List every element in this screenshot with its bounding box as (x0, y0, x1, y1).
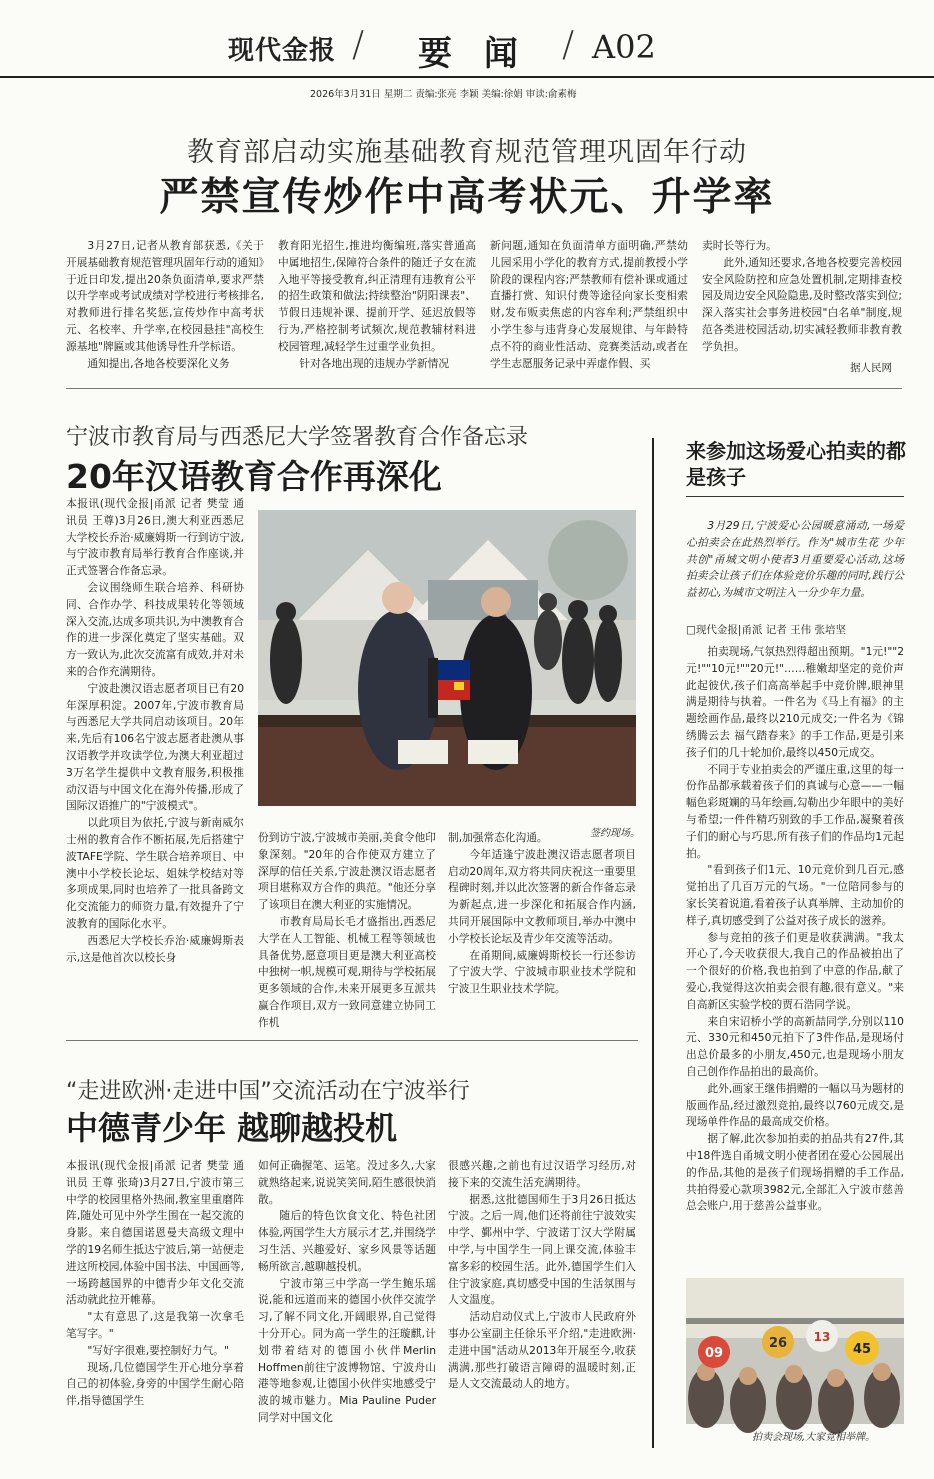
article1-headline: 严禁宣传炒作中高考状元、升学率 (159, 175, 775, 220)
article3-paragraph: "太有意思了,这是我第一次拿毛笔写字。" (66, 1310, 244, 1340)
article1-paragraph: 针对各地出现的违规办学新情况 (299, 356, 450, 370)
article3-kicker: “走进欧洲·走进中国”交流活动在宁波举行 (66, 1079, 470, 1104)
bid-paddle-number: 09 (704, 1346, 724, 1361)
article1-paragraph: 新问题,通知在负面清单方面明确,严禁幼儿园采用小学化的教育方式,提前教授小学阶段的课程内容;严禁教师有偿补课或通过直播打赏、知识付费等途径向家长变相索财,发布贩卖焦虑的内容牟利;严禁组织中小学生参与违背身心发展规律、与年龄特点不符的商业性活动、竞赛类活动,或者在学生志愿服务记录中弄虚作假、买 (490, 239, 688, 370)
auction-photo-illustration (686, 1278, 904, 1424)
article2-column-2 (258, 830, 436, 1029)
article3-paragraph: 本报讯(现代金报|甬派 记者 樊莹 通讯员 王尊 张琦)3月27日,宁波市第三中学的校园里格外热闹,教室里重磨阵阵,随处可见中外学生围在一起交流的身影。来自德国诺恩曼夫高级文理中学的19名师生抵达宁波后,第一站便走进这所校园,体验中国书法、中国画等,一场跨越国界的中德青少年文化交流活动就此拉开帷幕。 (66, 1159, 244, 1307)
sidebar-paragraph: 参与竞拍的孩子们更是收获满满。"我太开心了,今天收获很大,我自己的作品被拍出了一个很好的价格,我也拍到了中意的作品,献了爱心,我觉得这次拍卖会很有趣,很有意义。"来自高新区实验学校的贾石浩同学说。 (686, 930, 904, 1011)
auction-photo (686, 1278, 904, 1424)
section-divider (66, 1040, 638, 1041)
article1-paragraph: 教育阳光招生,推进均衡编班,落实普通高中属地招生,保障符合条件的随迁子女在流入地平等接受教育,纠正清理有违教育公平的招生政策和做法;持续整治"阴阳课表"、节假日违规补课、提前开学、延迟放假等行为,严格控制考试频次,规范教辅材料进校园管理,减轻学生过重学业负担。 (278, 239, 476, 353)
article2-column-1 (66, 496, 244, 1008)
article1-paragraph: 此外,通知还要求,各地各校要完善校园安全风险防控和应急处置机制,定期排查校园及周边安全风险隐患,及时整改落实到位;深入落实社会事务进校园"白名单"制度,规范各类进校园活动,切实减轻教师非教育教学负担。 (702, 255, 902, 353)
page-number: A02 (592, 28, 656, 66)
signing-photo-illustration (258, 510, 636, 806)
sidebar-paragraph: 此外,画家王继伟捐赠的一幅以马为题材的版画作品,经过激烈竞拍,最终以760元成交,是现场单件作品的最高成交价格。 (686, 1081, 904, 1129)
article2-paragraph: 本报讯(现代金报|甬派 记者 樊莹 通讯员 王尊)3月26日,澳大利亚西悉尼大学校长乔治·威廉姆斯一行到访宁波,与宁波市教育局举行教育合作座谈,并正式签署合作备忘录。 (66, 497, 244, 578)
section-divider (66, 388, 902, 389)
auction-photo-caption: 拍卖会现场,大家竞相举牌。 (752, 1432, 876, 1443)
sidebar-paragraph: "看到孩子们1元、10元竞价到几百元,感觉拍出了几百万元的气场。"一位陪同参与的家长笑着说道,看着孩子认真举牌、主动加价的样子,真切感受到了公益对孩子成长的滋养。 (686, 863, 904, 927)
bid-paddle-number: 26 (768, 1336, 788, 1351)
article1-column-3 (490, 238, 688, 378)
sidebar-byline: □现代金报|甬派 记者 王伟 张培坚 (686, 624, 846, 636)
article1-column-1 (66, 238, 264, 378)
article3-paragraph: 宁波市第三中学高一学生鲍乐瑶说,能和远道而来的德国小伙伴交流学习,了解不同文化,开阔眼界,自己觉得十分开心。同为高一学生的汪璇麒,计划带着结对的德国小伙伴Merlin Hoffmen前往宁波博物馆、宁波舟山港等地参观,让德国小伙伴实地感受宁波的城市魅力。Mia Pauline Puder同学对中国文化 (258, 1276, 436, 1424)
article3-headline: 中德青少年 越聊越投机 (66, 1109, 398, 1147)
sidebar-paragraph: 据了解,此次参加拍卖的拍品共有27件,其中18件选自甬城文明小使者团在爱心公园展出的作品,其他的是孩子们现场捐赠的手工作品,共拍得爱心款项3982元,全部汇入宁波市慈善总会账户,用于慈善公益事业。 (686, 1132, 904, 1213)
article3-column-3 (448, 1158, 636, 1448)
masthead-divider: / (352, 24, 365, 65)
article2-column-3 (448, 830, 636, 1010)
article2-kicker: 宁波市教育局与西悉尼大学签署教育合作备忘录 (66, 425, 529, 450)
signing-photo (258, 510, 636, 806)
sidebar-paragraph: 拍卖现场,气氛热烈得超出预期。"1元!""2元!""10元!""20元!"……稚嫩却坚定的竞价声此起彼伏,孩子们高高举起手中竞价牌,眼神里满是期待与执着。一件名为《马上有福》的主题绘画作品,最终以210元成交;一件名为《锦绣腾云去 福气踏春来》的手工作品,更是引来孩子们的几十轮加价,最终以450元成交。 (686, 645, 904, 759)
article1-column-4 (702, 238, 902, 358)
article3-paragraph: 现场,几位德国学生开心地分享着自己的初体验,身旁的中国学生耐心陪伴,指导德国学生 (66, 1360, 244, 1408)
issue-meta: 2026年3月31日 星期二 责编:张亮 李颖 美编:徐娟 审读:俞素梅 (310, 89, 577, 100)
article2-paragraph: 份到访宁波,宁波城市美丽,美食令他印象深刻。"20年的合作使双方建立了深厚的信任关系,宁波赴澳汉语志愿者项目堪称双方合作的典范。"他还分享了该项目在澳大利亚的实施情况。 (258, 831, 436, 912)
bid-paddle-number: 13 (813, 1330, 831, 1344)
article2-paragraph: 在甬期间,威廉姆斯校长一行还参访了宁波大学、宁波城市职业技术学院和宁波卫生职业技术学院。 (448, 948, 636, 996)
sidebar-rule (652, 438, 654, 1448)
article2-paragraph: 市教育局局长毛才盛指出,西悉尼大学在人工智能、机械工程等领域也具备优势,愿意项目更是澳大利亚高校中独树一帜,规模可观,期待与学校拓展更多领域的合作,未来开展更多互派共赢合作项目,双方一致同意建立协同工作机 (258, 914, 436, 1029)
article2-paragraph: 宁波赴澳汉语志愿者项目已有20年深厚积淀。2007年,宁波市教育局与西悉尼大学共同启动该项目。20年来,先后有106名宁波志愿者赴澳从事汉语教学并攻读学位,为澳大利亚超过3万名学生提供中文教育服务,积极推动汉语与中国文化在海外传播,形成了国际汉语推广的"宁波模式"。 (66, 681, 244, 813)
signing-photo-caption: 签约现场。 (590, 828, 640, 839)
article3-paragraph: 很感兴趣,之前也有过汉语学习经历,对接下来的交流生活充满期待。 (448, 1159, 636, 1189)
sidebar-headline: 来参加这场爱心拍卖的都是孩子 (686, 439, 906, 489)
article2-paragraph: 西悉尼大学校长乔治·威廉姆斯表示,这是他首次以校长身 (66, 933, 244, 964)
article1-paragraph: 3月27日,记者从教育部获悉,《关于开展基础教育规范管理巩固年行动的通知》于近日印发,提出20条负面清单,要求严禁以升学率或考试成绩对学校进行考核排名,对教师进行排名奖惩,宣传炒作中高考状元、名校率、升学率,在校园悬挂"高校生源基地"牌匾或其他诱导性升学标语。 (66, 239, 264, 353)
article1-kicker: 教育部启动实施基础教育规范管理巩固年行动 (187, 137, 747, 168)
sidebar-paragraph: 不同于专业拍卖会的严谨庄重,这里的每一份作品都承载着孩子们的真诚与心意——一幅幅色彩斑斓的马年绘画,勾勒出少年眼中的美好与希望;一件件精巧别致的手工作品,凝聚着孩子们的耐心与巧思,所有孩子们的作品均1元起拍。 (686, 762, 904, 860)
article2-paragraph: 会议围绕师生联合培养、科研协同、合作办学、科技成果转化等领域深入交流,达成多项共识,为中澳教育合作的进一步深化奠定了坚实基础。双方一致认为,此次交流富有成效,并对未来的合作充满期待。 (66, 580, 244, 678)
article1-source: 据人民网 (850, 362, 892, 374)
article3-paragraph: 随后的特色饮食文化、特色社团体验,两国学生大方展示才艺,并围绕学习生活、兴趣爱好、家乡风景等话题畅所欲言,越聊越投机。 (258, 1209, 436, 1273)
article2-paragraph: 以此项目为依托,宁波与新南威尔士州的教育合作不断拓展,先后搭建宁波TAFE学院、学生联合培养项目、中澳中小学校长论坛、姐妹学校结对等多项成果,同时也培养了一批具备跨文化交流能力的师资力量,有效提升了宁波教育的国际化水平。 (66, 816, 244, 930)
masthead-divider: / (562, 24, 575, 65)
article3-column-2 (258, 1158, 436, 1448)
article1-paragraph: 卖时长等行为。 (702, 239, 777, 252)
sidebar-body (686, 644, 904, 1270)
section-title: 要 闻 (418, 34, 528, 74)
article3-paragraph: 活动启动仪式上,宁波市人民政府外事办公室副主任徐乐平介绍,"走进欧洲·走进中国"活动从2013年开展至今,收获满满,那些打破语言障碍的温暖时刻,正是人文交流最动人的地方。 (448, 1310, 636, 1391)
article2-paragraph: 制,加强常态化沟通。 (448, 831, 548, 844)
masthead-rule (0, 76, 934, 78)
article3-column-1 (66, 1158, 244, 1448)
article3-paragraph: 据悉,这批德国师生于3月26日抵达宁波。之后一周,他们还将前往宁波效实中学、鄞州中学、宁波诺丁汉大学附属中学,与中国学生一同上课交流,体验丰富多彩的校园生活。此外,德国学生们入住宁波家庭,真切感受中国的生活氛围与人文温度。 (448, 1192, 636, 1307)
newspaper-brand: 现代金报 (228, 36, 337, 66)
article1-column-2 (278, 238, 476, 378)
bid-paddle-number: 45 (852, 1342, 872, 1357)
sidebar-paragraph: 来自宋诏桥小学的高新喆同学,分别以110元、330元和450元拍下了3件作品,是现场付出总价最多的小朋友,450元,也是现场小朋友自己创作作品拍出的最高价。 (686, 1014, 904, 1078)
article3-paragraph: 如何正确握笔、运笔。没过多久,大家就熟络起来,说说笑笑间,陌生感很快消散。 (258, 1159, 436, 1206)
sidebar-intro (686, 518, 904, 618)
sidebar-intro-text: 3月29日,宁波爱心公园暖意涌动,一场爱心拍卖会在此热烈举行。作为"城市生花 少年共创"甬城文明小使者3月重要爱心活动,这场拍卖会让孩子们在体验竞价乐趣的同时,践行公益初心,为城市文明注入一分少年力量。 (686, 519, 904, 600)
article1-paragraph: 通知提出,各地各校要深化义务 (87, 356, 230, 370)
sidebar-title-rule (686, 496, 904, 497)
article2-headline: 20年汉语教育合作再深化 (66, 457, 442, 496)
article3-paragraph: "写好字很难,要控制好力气。" (87, 1343, 229, 1357)
article2-paragraph: 今年适逢宁波赴澳汉语志愿者项目启动20周年,双方将共同庆祝这一重要里程碑时刻,并以此次签署的新合作备忘录为新起点,进一步深化和拓展合作内涵,共同开展国际中文教师项目,举办中澳中小学校长论坛及青少年交流等活动。 (448, 847, 636, 945)
